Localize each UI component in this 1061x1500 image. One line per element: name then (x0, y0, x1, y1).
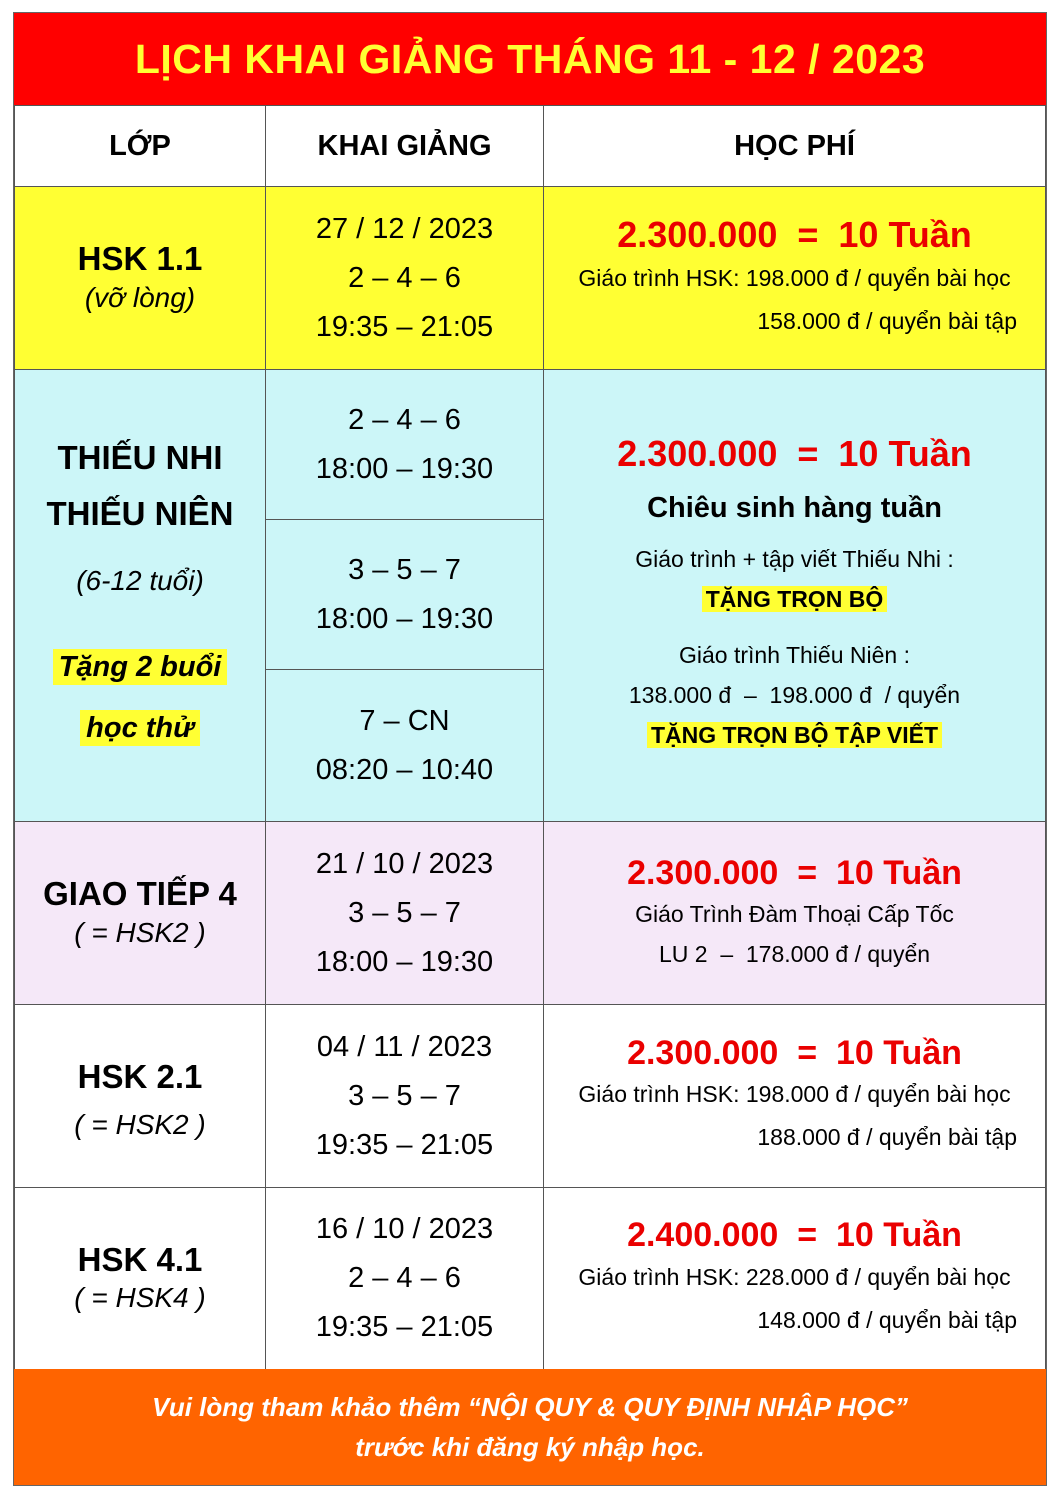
row1-date: 27 / 12 / 2023 (315, 212, 494, 245)
row4-date: 04 / 11 / 2023 (316, 1030, 493, 1063)
row2-fee (543, 369, 1046, 822)
header-start-label: KHAI GIẢNG (317, 129, 492, 162)
row3-class-sub: ( = HSK2 ) (74, 916, 206, 948)
row2-enroll: Chiêu sinh hàng tuần (647, 492, 942, 525)
row2-slot2-days: 3 – 5 – 7 (348, 553, 461, 586)
header-class (14, 105, 266, 187)
row5-date: 16 / 10 / 2023 (315, 1213, 494, 1245)
row1-fee (543, 186, 1046, 370)
row2-slot3-time: 08:20 – 10:40 (315, 753, 494, 786)
row5-class-name: HSK 4.1 (77, 1240, 203, 1278)
row2-note3: 138.000 đ – 198.000 đ / quyển (628, 682, 961, 709)
row3-class-name: GIAO TIẾP 4 (43, 875, 237, 913)
row2-slot1-time: 18:00 – 19:30 (315, 452, 494, 485)
row3-time: 18:00 – 19:30 (315, 945, 494, 978)
footer-line1: Vui lòng tham khảo thêm “NỘI QUY & QUY ĐỊNH NHẬP HỌC” (151, 1392, 908, 1422)
row4-note2: 188.000 đ / quyển bài tập (757, 1124, 1017, 1151)
row4-days: 3 – 5 – 7 (348, 1079, 461, 1112)
row5-note2: 148.000 đ / quyển bài tập (757, 1306, 1017, 1333)
row2-class-sub: (6-12 tuổi) (76, 564, 204, 596)
row4-note1: Giáo trình HSK: 198.000 đ / quyển bài học (578, 1081, 1011, 1108)
row3-fee (543, 821, 1046, 1005)
row5-days: 2 – 4 – 6 (348, 1262, 461, 1294)
row2-class-name-2: THIẾU NIÊN (46, 494, 234, 532)
row2-promo-1: Tặng 2 buổi (53, 649, 228, 685)
row3-days: 3 – 5 – 7 (348, 896, 461, 929)
header-fee-label: HỌC PHÍ (734, 129, 855, 162)
row1-days: 2 – 4 – 6 (348, 261, 461, 294)
row4-time: 19:35 – 21:05 (315, 1128, 494, 1161)
row4-class-name: HSK 2.1 (77, 1058, 203, 1096)
row2-gift1: TẶNG TRỌN BỘ (702, 586, 888, 612)
row4-price: 2.300.000 = 10 Tuần (627, 1033, 962, 1072)
row2-promo-2: học thử (80, 710, 200, 746)
schedule-sheet (13, 12, 1047, 1486)
row2-class (14, 369, 266, 822)
row1-schedule (265, 186, 544, 370)
row3-class (14, 821, 266, 1005)
row5-class (14, 1187, 266, 1370)
row1-class-sub: (vỡ lòng) (84, 281, 196, 313)
title-banner (14, 13, 1046, 105)
row2-slot3 (265, 669, 544, 822)
row2-slot1 (265, 369, 544, 520)
row5-schedule (265, 1187, 544, 1370)
row5-note1: Giáo trình HSK: 228.000 đ / quyển bài học (578, 1263, 1011, 1290)
row3-note2: LU 2 – 178.000 đ / quyển (658, 941, 931, 968)
row3-date: 21 / 10 / 2023 (315, 847, 494, 880)
row5-fee (543, 1187, 1046, 1370)
row2-class-name-1: THIẾU NHI (57, 438, 223, 476)
header-class-label: LỚP (109, 129, 171, 162)
row3-schedule (265, 821, 544, 1005)
row2-slot2-time: 18:00 – 19:30 (315, 602, 494, 635)
row4-fee (543, 1004, 1046, 1188)
footer-banner (14, 1369, 1046, 1485)
row3-price: 2.300.000 = 10 Tuần (627, 853, 962, 892)
row5-time: 19:35 – 21:05 (315, 1311, 494, 1343)
header-start (265, 105, 544, 187)
footer-line2: trước khi đăng ký nhập học. (355, 1432, 705, 1462)
row1-time: 19:35 – 21:05 (315, 310, 494, 343)
row2-slot2 (265, 519, 544, 670)
row2-slot3-days: 7 – CN (359, 704, 450, 737)
row1-note2: 158.000 đ / quyển bài tập (757, 307, 1017, 334)
row5-price: 2.400.000 = 10 Tuần (627, 1216, 962, 1255)
row1-class-name: HSK 1.1 (77, 240, 203, 278)
row2-slot1-days: 2 – 4 – 6 (348, 403, 461, 436)
row3-note1: Giáo Trình Đàm Thoại Cấp Tốc (635, 901, 954, 928)
page-title: LỊCH KHAI GIẢNG THÁNG 11 - 12 / 2023 (134, 35, 926, 82)
row2-note2: Giáo trình Thiếu Niên : (679, 642, 910, 669)
row2-note1: Giáo trình + tập viết Thiếu Nhi : (635, 546, 954, 573)
row1-class (14, 186, 266, 370)
row4-schedule (265, 1004, 544, 1188)
row2-price: 2.300.000 = 10 Tuần (617, 432, 972, 474)
row2-gift2: TẶNG TRỌN BỘ TẬP VIẾT (647, 722, 942, 748)
row1-note1: Giáo trình HSK: 198.000 đ / quyển bài học (578, 264, 1011, 291)
row1-price: 2.300.000 = 10 Tuần (617, 214, 972, 256)
row4-class (14, 1004, 266, 1188)
row5-class-sub: ( = HSK4 ) (74, 1282, 206, 1314)
row4-class-sub: ( = HSK2 ) (74, 1109, 206, 1141)
header-fee (543, 105, 1046, 187)
